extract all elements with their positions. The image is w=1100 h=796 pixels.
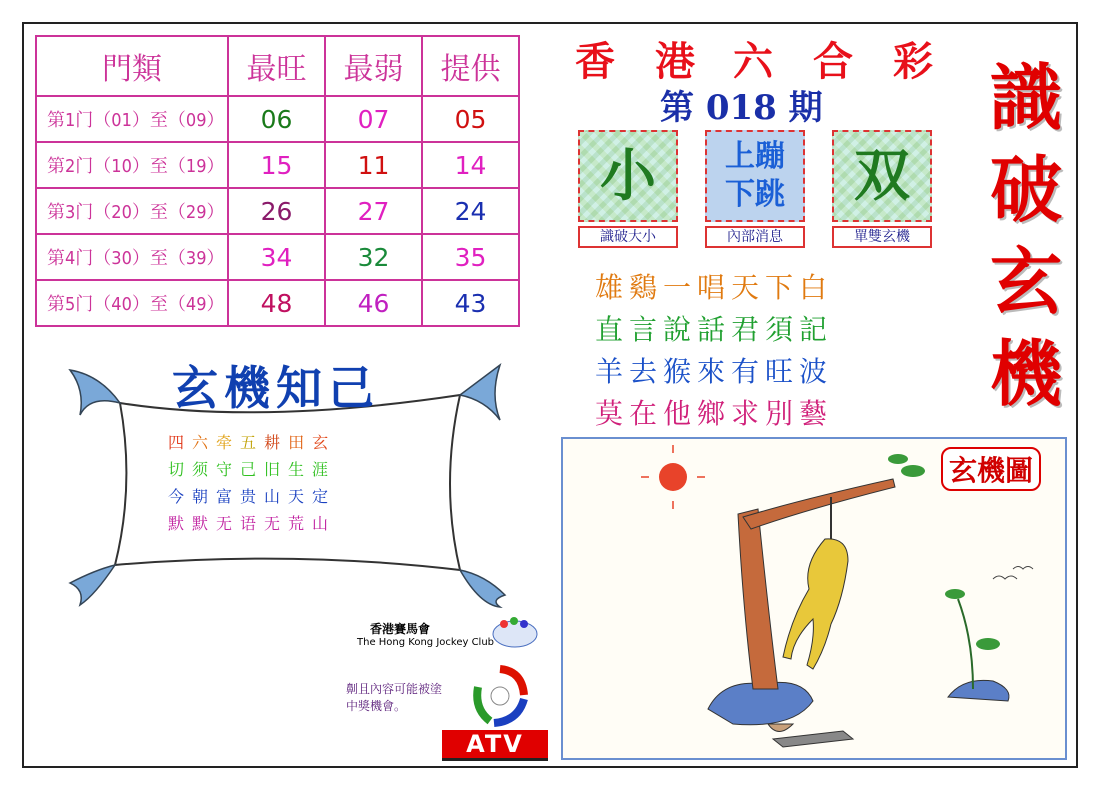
vertical-title [978,40,1074,416]
note-line: 劓且內容可能被塗 [346,682,443,696]
scroll-char: 六 [192,433,217,452]
vertical-title-char: 識 [989,55,1062,140]
tile-inside-news[interactable] [705,130,807,250]
value-cell: 46 [325,280,422,326]
scroll-line: 默默无语无荒山 [168,514,337,533]
tile-glyph-line: 下跳 [725,177,785,212]
sun-icon [659,463,687,491]
table-row [36,142,519,188]
scroll-line [168,430,336,453]
header-hottest: 最旺 [228,36,325,96]
brand-char: 合 [813,38,853,85]
value-cell: 07 [325,96,422,142]
rock-icon [948,680,1009,701]
tile-caption: 內部消息 [705,226,805,248]
tile-glyph: 双 [854,143,910,209]
row-label: 第2门（10）至（19） [36,142,228,188]
value-cell: 24 [422,188,519,234]
tile-caption: 識破大小 [578,226,678,248]
row-label: 第3门（20）至（29） [36,188,228,234]
row-label: 第1门（01）至（09） [36,96,228,142]
table-header-row [36,36,519,96]
bowl-icon [768,724,793,732]
vertical-title-char: 破 [989,147,1062,232]
value-cell: 05 [422,96,519,142]
header-provided: 提供 [422,36,519,96]
row-label: 第5门（40）至（49） [36,280,228,326]
tile-picture [832,130,932,222]
tile-picture [705,130,805,222]
hkjc-name-cn: 香港賽馬會 [370,622,431,636]
knife-icon [773,731,853,747]
table-row [36,280,519,326]
value-cell: 35 [422,234,519,280]
brand-char: 彩 [893,38,933,85]
scroll-line: 今朝富贵山天定 [168,487,337,506]
value-cell: 11 [325,142,422,188]
row-label: 第4门（30）至（39） [36,234,228,280]
poem-line: 羊去猴來有旺波 [595,355,834,388]
scroll-char: 牵 [216,433,241,452]
poem-line: 莫在他鄉求別藝 [595,397,834,430]
number-table [35,35,520,327]
scroll-char: 玄 [312,433,337,452]
bird-icon [460,365,500,420]
scroll-char: 五 [240,433,265,452]
value-cell: 06 [228,96,325,142]
header-weakest: 最弱 [325,36,422,96]
scroll-char: 四 [168,433,193,452]
value-cell: 32 [325,234,422,280]
brand-title [575,30,955,85]
bird-icon [460,570,505,607]
tile-caption: 單雙玄機 [832,226,932,248]
value-cell: 48 [228,280,325,326]
tree-branch [743,479,895,529]
poem-line: 直言說話君須記 [595,313,834,346]
tile-big-small[interactable] [578,130,680,250]
value-cell: 14 [422,142,519,188]
bird-icon [70,565,115,605]
scene-label: 玄機圖 [941,447,1041,491]
tile-glyph: 小 [600,143,656,209]
header-category: 門類 [36,36,228,96]
vertical-title-char: 玄 [989,239,1062,324]
value-cell: 34 [228,234,325,280]
vertical-title-char: 機 [989,331,1062,416]
bird-icon [70,370,120,415]
dog-figure [783,539,848,669]
value-cell: 43 [422,280,519,326]
tile-picture [578,130,678,222]
hkjc-name-en: The Hong Kong Jockey Club [357,637,495,648]
value-cell: 26 [228,188,325,234]
issue-number: 第 018 期 [660,88,823,128]
tile-odd-even[interactable] [832,130,934,250]
scroll-line: 切须守己旧生涯 [168,460,337,479]
table-row [36,188,519,234]
tile-glyph-line: 上蹦 [725,139,785,174]
table-row [36,234,519,280]
scroll-line-text [168,433,336,452]
scroll-char: 田 [288,433,313,452]
value-cell: 27 [325,188,422,234]
atv-logo-text: ATV [442,730,548,761]
scroll-char: 耕 [264,433,289,452]
brand-char: 香 [575,38,615,85]
table-row [36,96,519,142]
value-cell: 15 [228,142,325,188]
atv-logo-icon [470,665,530,727]
scroll-cloth [115,395,460,570]
brand-char: 港 [655,38,695,85]
brand-char: 六 [733,38,773,85]
tree-trunk [738,509,778,689]
scroll-title: 玄機知己 [172,361,380,415]
note-line: 中獎機會。 [346,699,407,713]
poem-line: 雄鷄一唱天下白 [595,271,834,304]
mark-six-logo [490,612,540,652]
riddle-picture [561,437,1067,760]
